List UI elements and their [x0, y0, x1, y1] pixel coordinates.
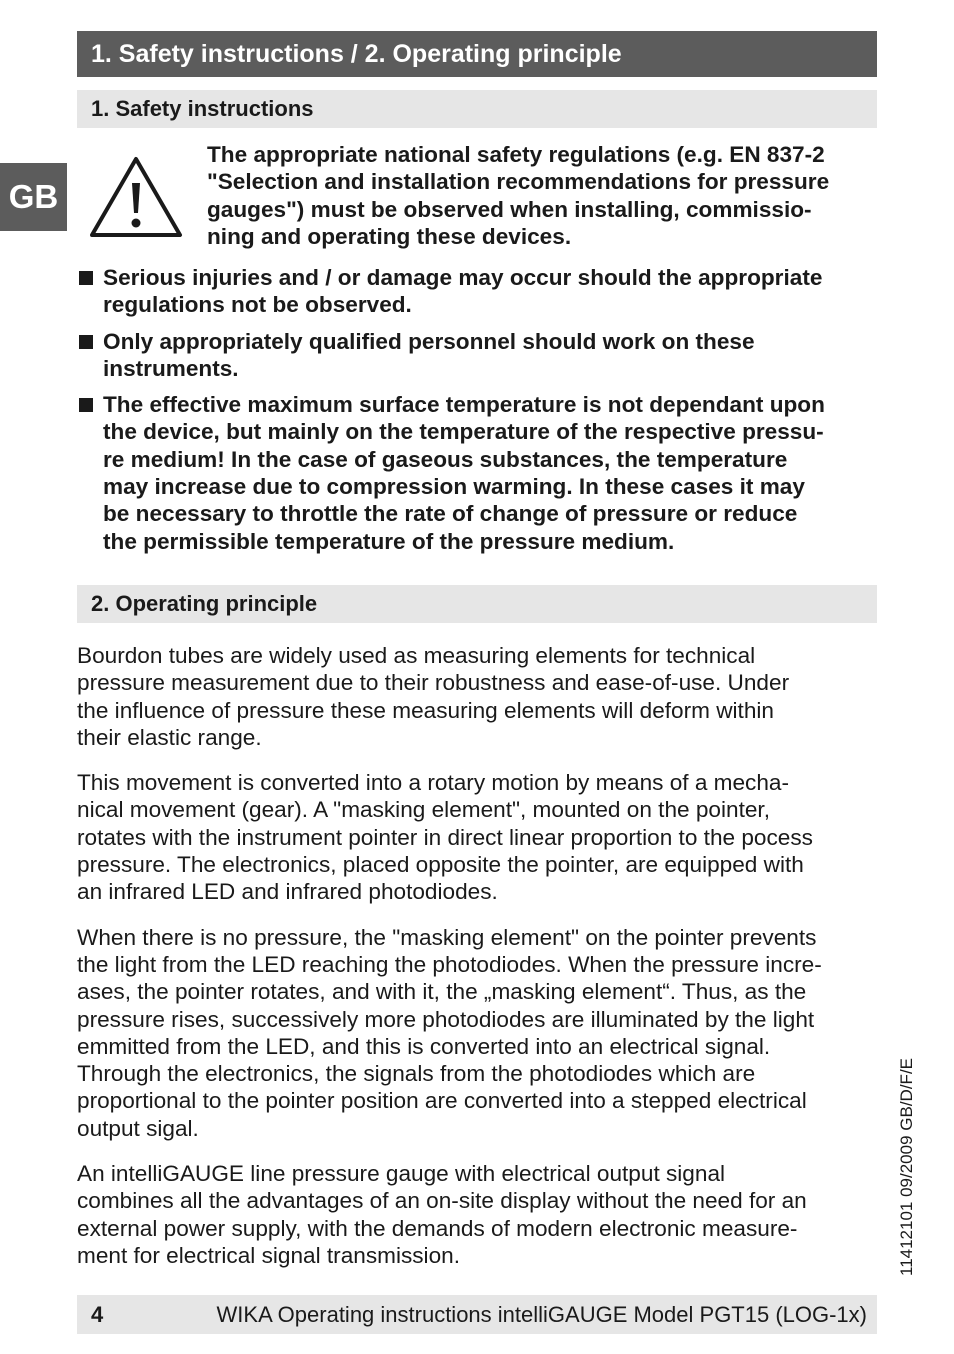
bullet-line: may increase due to compression warming. In these cases it may	[103, 474, 805, 500]
text-line: nical movement (gear). A "masking element", mounted on the pointer,	[77, 797, 770, 823]
square-bullet-icon	[79, 335, 93, 349]
section-heading-safety: 1. Safety instructions	[77, 90, 877, 128]
bullet-line: instruments.	[103, 355, 239, 381]
text-line: When there is no pressure, the "masking element" on the pointer prevents	[77, 924, 817, 950]
warning-line: The appropriate national safety regulations (e.g. EN 837-2	[207, 142, 825, 167]
bullet-line: the permissible temperature of the pressure medium.	[103, 528, 675, 554]
warning-triangle-icon	[88, 153, 184, 239]
list-item	[77, 264, 882, 319]
text-line: the influence of pressure these measuring elements will deform within	[77, 697, 774, 723]
bullet-line: Only appropriately qualified personnel should work on these	[103, 328, 755, 354]
text-line: an infrared LED and infrared photodiodes.	[77, 879, 498, 905]
warning-line: gauges") must be observed when installing, commissio-	[207, 196, 812, 222]
text-line: An intelliGAUGE line pressure gauge with electrical output signal	[77, 1161, 726, 1187]
text-line: pressure rises, successively more photodiodes are illuminated by the light	[77, 1006, 815, 1032]
section-heading-operating-principle: 2. Operating principle	[77, 585, 877, 623]
warning-line: ning and operating these devices.	[207, 223, 572, 249]
square-bullet-icon	[79, 271, 93, 285]
safety-bullet-list	[77, 264, 882, 564]
page-footer	[77, 1295, 877, 1334]
footer-title: WIKA Operating instructions intelliGAUGE Model PGT15 (LOG-1x)	[216, 1302, 867, 1327]
text-line: ment for electrical signal transmission.	[77, 1242, 460, 1268]
paragraph	[77, 1160, 882, 1269]
text-line: the light from the LED reaching the photodiodes. When the pressure incre-	[77, 951, 822, 977]
bullet-line: regulations not be observed.	[103, 292, 412, 318]
text-line: rotates with the instrument pointer in direct linear proportion to the pocess	[77, 824, 813, 850]
text-line: output sigal.	[77, 1115, 199, 1141]
bullet-line: Serious injuries and / or damage may occur should the appropriate	[103, 265, 823, 290]
text-line: Through the electronics, the signals from the photodiodes which are	[77, 1061, 756, 1087]
text-line: proportional to the pointer position are converted into a stepped electrical	[77, 1088, 807, 1114]
text-line: external power supply, with the demands of modern electronic measure-	[77, 1215, 798, 1241]
text-line: combines all the advantages of an on-site display without the need for an	[77, 1188, 807, 1214]
page-title: 1. Safety instructions / 2. Operating principle	[77, 31, 877, 77]
text-line: their elastic range.	[77, 724, 262, 750]
text-line: emmitted from the LED, and this is converted into an electrical signal.	[77, 1033, 771, 1059]
bullet-line: the device, but mainly on the temperature of the respective pressu-	[103, 419, 824, 445]
language-tab: GB	[0, 163, 67, 231]
paragraph	[77, 642, 882, 751]
list-item	[77, 328, 882, 383]
warning-text	[207, 141, 882, 250]
text-line: ases, the pointer rotates, and with it, the „masking element“. Thus, as the	[77, 979, 807, 1005]
bullet-line: be necessary to throttle the rate of change of pressure or reduce	[103, 501, 798, 527]
bullet-line: re medium! In the case of gaseous substances, the temperature	[103, 446, 788, 472]
page-number: 4	[91, 1302, 104, 1327]
document-code: 11412101 09/2009 GB/D/F/E	[897, 1057, 916, 1276]
operating-principle-body	[77, 642, 882, 1287]
text-line: This movement is converted into a rotary motion by means of a mecha-	[77, 770, 790, 796]
paragraph	[77, 769, 882, 905]
text-line: Bourdon tubes are widely used as measuring elements for technical	[77, 643, 756, 668]
text-line: pressure. The electronics, placed opposite the pointer, are equipped with	[77, 852, 804, 878]
text-line: pressure measurement due to their robustness and ease-of-use. Under	[77, 670, 790, 696]
bullet-line: The effective maximum surface temperature is not dependant upon	[103, 392, 825, 418]
list-item	[77, 391, 882, 555]
square-bullet-icon	[79, 398, 93, 412]
warning-line: "Selection and installation recommendations for pressure	[207, 169, 830, 195]
paragraph	[77, 924, 882, 1142]
